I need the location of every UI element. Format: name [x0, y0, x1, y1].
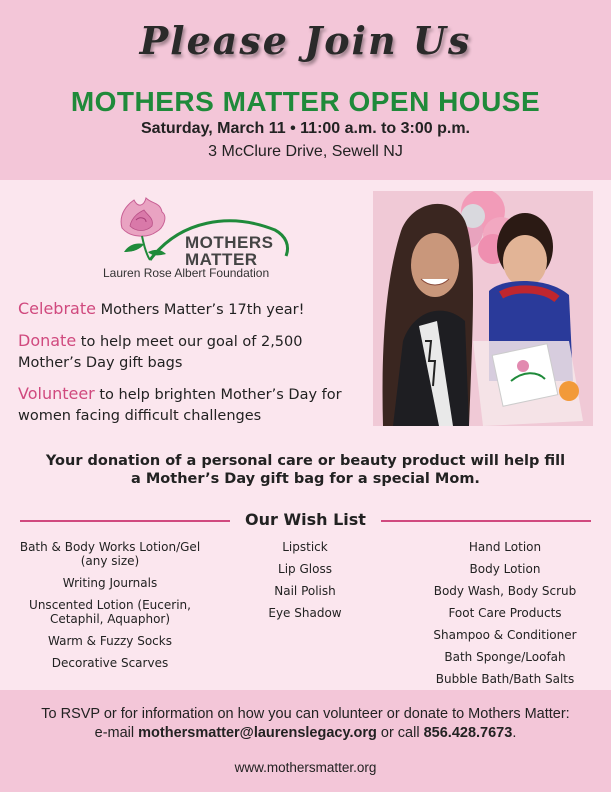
donation-note: Your donation of a personal care or beauty product will help fill a Mother’s Day gift bag for a special Mom.	[45, 453, 566, 487]
list-item: Writing Journals	[62, 576, 158, 590]
email-link[interactable]: mothersmatter@laurenslegacy.org	[138, 725, 377, 741]
list-item: Warm & Fuzzy Socks	[48, 634, 172, 648]
logo-text-mothers: MOTHERS	[185, 233, 274, 252]
bullet-text: to help brighten Mother’s Day for women facing difficult challenges	[18, 387, 342, 424]
email-prefix: e-mail	[94, 725, 139, 741]
list-item: Shampoo & Conditioner	[433, 628, 577, 642]
wish-list-column-3	[405, 540, 605, 694]
event-address: 3 McClure Drive, Sewell NJ	[208, 143, 403, 160]
bullet-volunteer	[18, 383, 358, 427]
list-item: Hand Lotion	[468, 540, 542, 554]
footer-banner	[0, 690, 611, 792]
list-item: Foot Care Products	[448, 606, 562, 620]
rsvp-line: To RSVP or for information on how you can volunteer or donate to Mothers Matter:	[41, 706, 570, 722]
phone-number[interactable]: 856.428.7673	[423, 725, 513, 741]
logo-text-matter: MATTER	[185, 250, 258, 269]
event-title: MOTHERS MATTER OPEN HOUSE	[70, 86, 541, 117]
call-prefix: or call	[376, 725, 424, 741]
event-date: Saturday, March 11 • 11:00 a.m. to 3:00 p.m.	[141, 120, 470, 137]
bullet-text: Mothers Matter’s 17th year!	[95, 302, 305, 318]
list-item: Body Lotion	[469, 562, 541, 576]
list-item: Decorative Scarves	[51, 656, 169, 670]
script-title: Please Join Us	[139, 18, 472, 63]
bullet-highlight: Volunteer	[18, 384, 95, 403]
bullet-celebrate	[18, 298, 358, 321]
list-item: Bubble Bath/Bath Salts	[435, 672, 575, 686]
wish-list-title: Our Wish List	[245, 510, 366, 529]
website-link[interactable]: www.mothersmatter.org	[234, 760, 377, 775]
bullet-donate	[18, 330, 358, 374]
list-item: Nail Polish	[274, 584, 336, 598]
contact-suffix: .	[512, 725, 517, 741]
list-item: Body Wash, Body Scrub	[433, 584, 577, 598]
wish-list-column-1	[10, 540, 210, 678]
bullet-highlight: Celebrate	[18, 299, 96, 318]
list-item: Bath & Body Works Lotion/Gel (any size)	[19, 540, 201, 568]
bullet-highlight: Donate	[18, 331, 77, 350]
bullet-text: to help meet our goal of 2,500 Mother’s Day gift bags	[18, 334, 303, 371]
list-item: Lipstick	[282, 540, 328, 554]
list-item: Bath Sponge/Loofah	[444, 650, 566, 664]
list-item: Eye Shadow	[268, 606, 342, 620]
divider-right	[381, 520, 591, 522]
header-banner	[0, 0, 611, 180]
logo-foundation-name: Lauren Rose Albert Foundation	[103, 266, 270, 280]
list-item: Unscented Lotion (Eucerin, Cetaphil, Aquaphor)	[29, 598, 191, 626]
mother-child-photo	[373, 191, 593, 426]
list-item: Lip Gloss	[278, 562, 332, 576]
call-to-action-list	[18, 298, 358, 436]
wish-list-column-2	[210, 540, 400, 628]
contact-line	[0, 725, 611, 741]
